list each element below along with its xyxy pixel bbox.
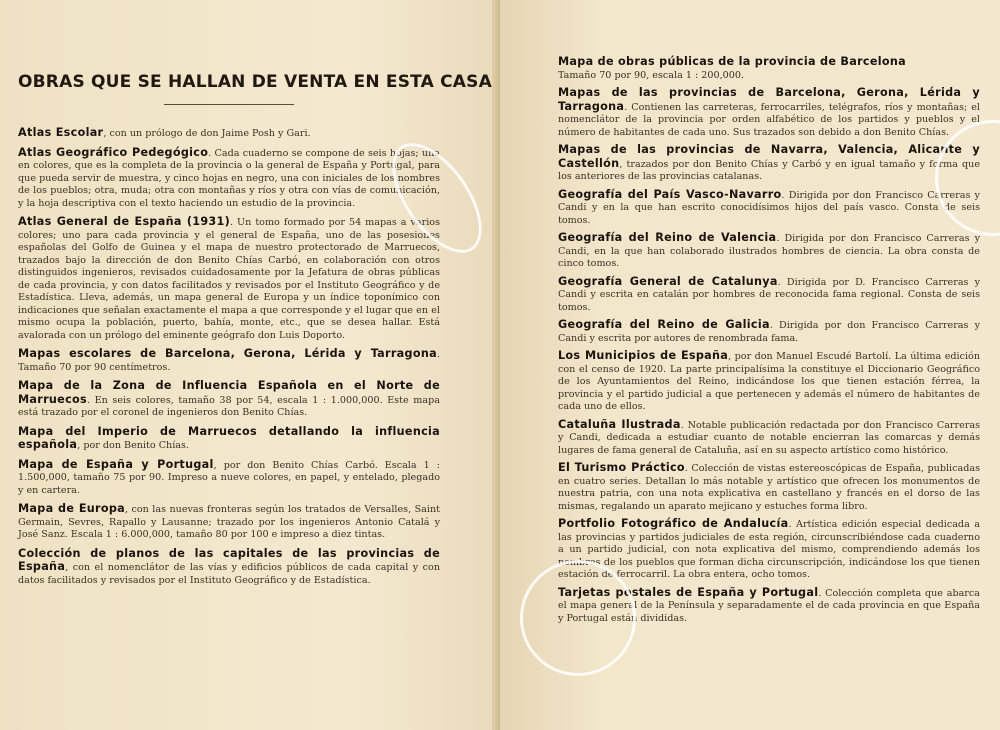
entry-text: , por don Benito Chías Carbó. Escala 1 : 1.500,000, tamaño 75 por 90. Impreso a nueve colores, en papel, y entelado, plegado y en cartera. bbox=[18, 459, 440, 496]
entry-text: . Notable publicación redactada por don Francisco Carreras y Candi, dedicada a estudiar cuanto de notable encierran las comarcas y demás lugares de fama general de Cataluña, así en su aspecto artístico como histórico. bbox=[558, 419, 980, 456]
entry-title: Mapa de Europa bbox=[18, 502, 126, 515]
entry-text: , con las nuevas fronteras según los tratados de Versalles, Saint Germain, Sevres, Rapallo y Lausanne; trazado por los ingenieros Antonio Catalá y José Sanz. Escala 1 : 6.000,000, tamaño 80 por 100 e impreso a diez tintas. bbox=[18, 504, 440, 540]
catalog-entry bbox=[18, 548, 440, 588]
entry-title: Mapas de las provincias de Navarra, Valencia, Alicante y Castellón bbox=[558, 143, 980, 170]
right-entry-list bbox=[558, 56, 980, 625]
entry-text: Tamaño 70 por 90, escala 1 : 200,000. bbox=[558, 69, 745, 81]
catalog-entry bbox=[558, 276, 980, 315]
catalog-entry bbox=[558, 462, 980, 513]
catalog-entry bbox=[558, 232, 980, 271]
entry-title: Los Municipios de España bbox=[558, 349, 729, 362]
catalog-entry bbox=[558, 518, 980, 582]
entry-title: Mapa del Imperio de Marruecos detallando la influencia española bbox=[18, 424, 440, 451]
entry-text: , con el nomenclátor de las vías y edificios públicos de cada capital y con datos facilitados y revisados por el Instituto Geográfico y de Estadística. bbox=[18, 562, 440, 586]
entry-text: . Cada cuaderno se compone de seis hojas; una en colores, que es la completa de la provincia o la general de España y Portugal, para que pueda servir de muestra, y cinco hojas en negro, una con iniciales de los nombres de los pueblos; otra, muda; otra con montañas y ríos y otra con vías de comunicación, y la hoja descriptiva con el texto haciendo un estudio de la provincia. bbox=[18, 147, 440, 209]
entry-text: . Contienen las carreteras, ferrocarriles, telégrafos, ríos y montañas; el nomenclátor de la provincia por orden alfabético de los partidos y pueblos y el número de habitantes de cada uno. Sus trazados son debido a don Benito Chías. bbox=[558, 101, 980, 138]
entry-title: Atlas Escolar bbox=[18, 126, 104, 139]
catalog-entry bbox=[558, 144, 980, 184]
catalog-entry bbox=[18, 380, 440, 420]
entry-text: . Dirigida por don Francisco Carreras y Candi, en la que han colaborado ilustrados hombres de ciencia. La obra consta de cinco tomos. bbox=[558, 233, 981, 269]
entry-text: . En seis colores, tamaño 38 por 54, escala 1 : 1.000,000. Este mapa está trazado por el coronel de ingenieros don Benito Chías. bbox=[18, 394, 440, 418]
catalog-entry bbox=[18, 147, 440, 211]
entry-text: . Artística edición especial dedicada a las provincias y partidos judiciales de esta región, circunscribiéndose cada cuaderno a un partido judicial, con nota explicativa del mismo, comprendiendo además los nombres de los pueblos que forman dicha circunscripción, indicándose los que tienen estación de ferrocarril. La obra entera, ocho tomos. bbox=[558, 519, 980, 580]
entry-title: Mapa de la Zona de Influencia Española en el Norte de Marruecos bbox=[18, 379, 440, 406]
catalog-entry bbox=[558, 319, 980, 345]
entry-title: Geografía del Reino de Valencia bbox=[558, 231, 777, 244]
entry-title: Atlas Geográfico Pedegógico bbox=[18, 145, 209, 159]
catalog-entry bbox=[558, 56, 980, 82]
right-page bbox=[500, 0, 1000, 730]
catalog-entry bbox=[558, 350, 980, 414]
left-entry-list bbox=[18, 127, 440, 587]
entry-text: , trazados por don Benito Chías y Carbó y en igual tamaño y forma que los anteriores de las provincias catalanas. bbox=[558, 158, 980, 182]
page-title: OBRAS QUE SE HALLAN DE VENTA EN ESTA CASA bbox=[18, 72, 492, 92]
entry-title: Mapa de obras públicas de la provincia de Barcelona bbox=[558, 55, 906, 68]
entry-text: , con un prólogo de don Jaime Posh y Gari. bbox=[103, 128, 311, 139]
entry-text: . Dirigida por D. Francisco Carreras y Candi y escrita en catalán por hombres de reconocida fama regional. Consta de seis tomos. bbox=[558, 276, 980, 313]
catalog-entry bbox=[18, 426, 440, 453]
catalog-entry bbox=[558, 587, 980, 626]
entry-title: Mapa de España y Portugal bbox=[18, 457, 214, 471]
entry-text: . Dirigida por don Francisco Carreras y Candi y en la que han escrito conocidísimos hijos del país vasco. Consta de seis tomos. bbox=[558, 189, 980, 226]
entry-text: . Colección de vistas estereoscópicas de España, publicadas en cuatro series. Detallan lo más notable y artístico que ofrecen los monumentos de nuestra patria, con una nota explicativa en castellano y francés en el dorso de las mismas, regalando un aparato mejicano y estuches forma libro. bbox=[558, 463, 980, 512]
entry-title: Cataluña Ilustrada bbox=[558, 417, 681, 431]
entry-title: El Turismo Práctico bbox=[558, 461, 685, 474]
entry-title: Colección de planos de las capitales de las provincias de España bbox=[18, 546, 440, 573]
entry-text: , por don Manuel Escudé Bartolí. La última edición con el censo de 1920. La parte principalísima la constituye el Diccionario Geográfico de los Ayuntamientos del Reino, indicándose los que tienen estación férrea, la provincia y el partido judicial a que pertenecen y además el número de habitantes de cada uno de ellos. bbox=[558, 351, 980, 412]
entry-title: Geografía General de Catalunya bbox=[558, 274, 778, 288]
catalog-entry bbox=[18, 216, 440, 342]
entry-title: Atlas General de España (1931) bbox=[18, 215, 230, 228]
catalog-entry bbox=[18, 459, 440, 498]
entry-title: Mapas de las provincias de Barcelona, Gerona, Lérida y Tarragona bbox=[558, 86, 980, 113]
catalog-entry bbox=[558, 189, 980, 228]
entry-text: . Tamaño 70 por 90 centímetros. bbox=[18, 349, 440, 373]
entry-title: Mapas escolares de Barcelona, Gerona, Lérida y Tarragona bbox=[18, 347, 437, 360]
entry-title: Geografía del Reino de Galicia bbox=[558, 318, 770, 331]
catalog-entry bbox=[558, 419, 980, 458]
entry-text: . Un tomo formado por 54 mapas a varios colores; uno para cada provincia y el general de España, uno de las posesiones españolas del Golfo de Guinea y el mapa de nuestro protectorado de Marruecos, trazados bajo la dirección de don Benito Chías Carbó, en colaboración con otros distinguidos ingenieros, revisados cuidadosamente por la Jefatura de obras públicas de cada provincia, y con datos facilitados y revisados por el Instituto Geográfico y de Estadística. Lleva, además, un mapa general de Europa y un índice toponímico con indicaciones que señalan exactamente el mapa a que corresponde y el lugar que en el mismo ocupa la población, puerto, bahía, monte, etc., que se desea hallar. Está avalorada con un prólogo del eminente geógrafo don Luis Doporto. bbox=[18, 217, 441, 341]
entry-title: Portfolio Fotográfico de Andalucía bbox=[558, 517, 789, 530]
catalog-entry bbox=[18, 348, 440, 374]
catalog-entry bbox=[18, 503, 440, 542]
entry-text: , por don Benito Chías. bbox=[77, 440, 189, 451]
catalog-entry bbox=[558, 87, 980, 139]
title-divider bbox=[164, 104, 294, 105]
catalog-entry bbox=[18, 127, 440, 141]
entry-title: Geografía del País Vasco-Navarro bbox=[558, 187, 782, 201]
entry-title: Tarjetas postales de España y Portugal bbox=[558, 585, 819, 599]
entry-text: . Dirigida por don Francisco Carreras y Candi y escrita por autores de renombrada fama. bbox=[558, 320, 980, 344]
entry-text: . Colección completa que abarca el mapa general de la Península y separadamente el de cada provincia en que España y Portugal están divididas. bbox=[558, 587, 980, 624]
